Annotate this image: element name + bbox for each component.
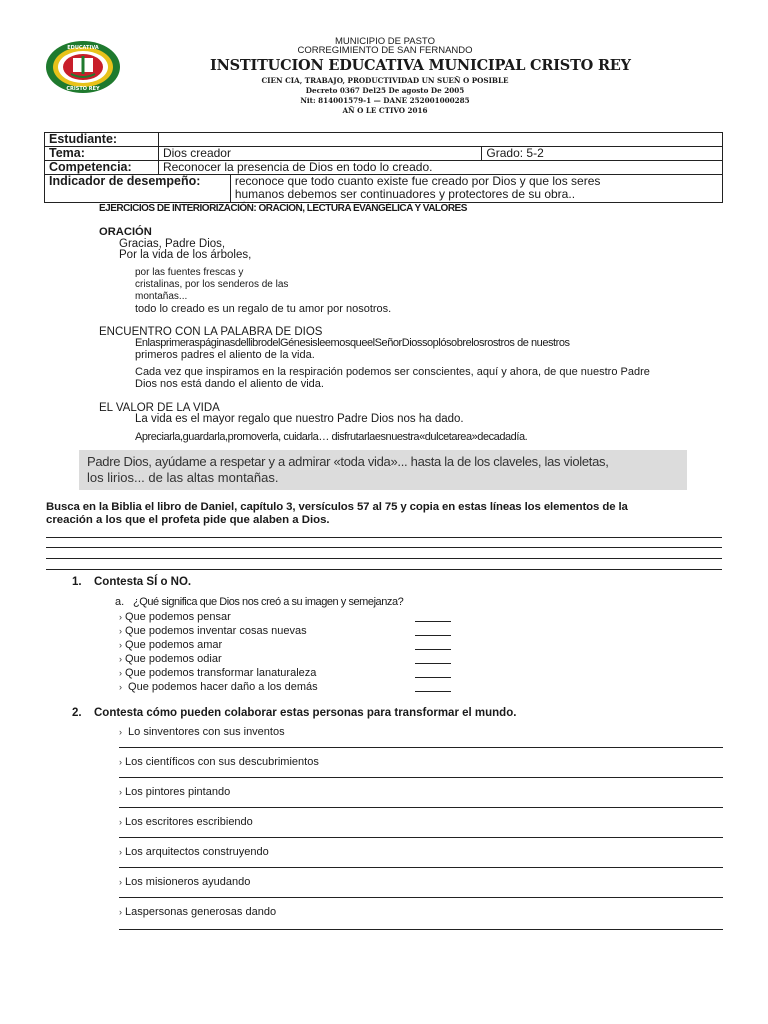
value-line-1: La vida es el mayor regalo que nuestro Padre Dios nos ha dado. — [135, 413, 464, 425]
municipality-text: MUNICIPIO DE PASTO — [335, 36, 435, 47]
q2-item-text: Lo sinventores con sus inventos — [125, 726, 285, 738]
q1-sub-letter: a. — [115, 596, 125, 608]
prayer-line-4: cristalinas, por los senderos de las — [135, 279, 289, 290]
q2-item-text: Los escritores escribiendo — [125, 816, 253, 828]
highlight-line-2: los lirios... de las altas montañas. — [87, 470, 279, 485]
q2-item-text: Laspersonas generosas dando — [125, 906, 277, 918]
chevron-right-icon: › — [119, 757, 122, 767]
logo-bottom-text: CRISTO REY — [66, 86, 100, 92]
indicator-row — [45, 175, 723, 203]
encounter-line-2: primeros padres el aliento de la vida. — [135, 349, 315, 361]
q2-item-text: Los científicos con sus descubrimientos — [125, 756, 319, 768]
chevron-right-icon: › — [119, 654, 122, 664]
q2-item — [119, 906, 276, 918]
prayer-heading: ORACIÓN — [99, 226, 152, 238]
encounter-heading: ENCUENTRO CON LA PALABRA DE DIOS — [99, 326, 323, 338]
q2-item — [119, 816, 253, 828]
q2-item — [119, 786, 230, 798]
q1-option — [119, 625, 307, 637]
indicator-label: Indicador de desempeño: — [45, 175, 231, 203]
q2-answer-line[interactable] — [119, 777, 723, 778]
exercises-title: EJERCICIOS DE INTERIORIZACIÓN: ORACION, LECTURA EVANGÉLICA Y VALORES — [99, 203, 467, 214]
prayer-line-5: montañas... — [135, 291, 188, 302]
school-logo — [45, 40, 121, 94]
q2-item — [119, 756, 319, 768]
school-name: INSTITUCION EDUCATIVA MUNICIPAL CRISTO REY — [210, 57, 631, 74]
competence-row — [45, 161, 723, 175]
competence-value: Reconocer la presencia de Dios en todo lo creado. — [158, 161, 722, 175]
q2-item-text: Los arquitectos construyendo — [125, 846, 269, 858]
district-text: CORREGIMIENTO DE SAN FERNANDO — [297, 45, 473, 56]
q1-answer-blank[interactable] — [415, 635, 451, 636]
answer-line-4[interactable] — [46, 569, 722, 570]
prayer-line-6: todo lo creado es un regalo de tu amor por nosotros. — [135, 303, 392, 315]
chevron-right-icon: › — [119, 907, 122, 917]
prayer-line-3: por las fuentes frescas y — [135, 267, 244, 278]
q1-answer-blank[interactable] — [415, 691, 451, 692]
chevron-right-icon: › — [119, 626, 122, 636]
q1-option — [119, 667, 316, 679]
school-motto: CIEN CIA, TRABAJO, PRODUCTIVIDAD UN SUEÑ O POSIBLE — [261, 76, 509, 85]
encounter-line-3: Cada vez que inspiramos en la respiración podemos ser conscientes, aquí y ahora, de que nuestro Padre — [135, 366, 650, 378]
q2-item — [119, 726, 285, 738]
highlight-line-1: Padre Dios, ayúdame a respetar y a admirar «toda vida»... hasta la de los claveles, las violetas, — [87, 454, 609, 469]
value-heading: EL VALOR DE LA VIDA — [99, 402, 220, 414]
q1-title: Contesta SÍ o NO. — [94, 576, 192, 588]
q1-answer-blank[interactable] — [415, 663, 451, 664]
student-row — [45, 133, 723, 147]
q1-option — [119, 639, 222, 651]
q1-answer-blank[interactable] — [415, 677, 451, 678]
q1-option-text: Que podemos inventar cosas nuevas — [125, 625, 307, 637]
chevron-right-icon: › — [119, 612, 122, 622]
chevron-right-icon: › — [119, 817, 122, 827]
q2-item — [119, 846, 269, 858]
q2-item-text: Los pintores pintando — [125, 786, 231, 798]
q1-option-text: Que podemos transformar lanaturaleza — [125, 667, 317, 679]
student-field[interactable] — [158, 133, 722, 147]
q1-option-text: Que podemos odiar — [125, 653, 222, 665]
q2-answer-line[interactable] — [119, 867, 723, 868]
chevron-right-icon: › — [119, 682, 122, 692]
chevron-right-icon: › — [119, 727, 122, 737]
chevron-right-icon: › — [119, 668, 122, 678]
q1-option-text: Que podemos pensar — [125, 611, 231, 623]
q2-answer-line[interactable] — [119, 837, 723, 838]
chevron-right-icon: › — [119, 877, 122, 887]
topic-row — [45, 147, 723, 161]
q2-answer-line[interactable] — [119, 807, 723, 808]
q1-number: 1. — [72, 576, 82, 588]
logo-top-text: EDUCATIVA — [67, 45, 99, 51]
bible-task-line-1: Busca en la Biblia el libro de Daniel, capítulo 3, versículos 57 al 75 y copia en estas líneas los elementos de la — [46, 501, 628, 513]
chevron-right-icon: › — [119, 787, 122, 797]
prayer-line-1: Gracias, Padre Dios, — [119, 238, 226, 250]
chevron-right-icon: › — [119, 847, 122, 857]
student-info-table — [44, 132, 723, 203]
q2-number: 2. — [72, 707, 82, 719]
q1-option-text: Que podemos hacer daño a los demás — [125, 681, 318, 693]
topic-label: Tema: — [45, 147, 159, 161]
answer-line-3[interactable] — [46, 558, 722, 559]
q1-answer-blank[interactable] — [415, 621, 451, 622]
answer-line-1[interactable] — [46, 537, 722, 538]
highlight-prayer-box — [79, 450, 687, 490]
encounter-line-4: Dios nos está dando el aliento de vida. — [135, 378, 324, 390]
indicator-value — [230, 175, 722, 203]
q1-option — [119, 653, 222, 665]
q2-item — [119, 876, 250, 888]
q1-answer-blank[interactable] — [415, 649, 451, 650]
chevron-right-icon: › — [119, 640, 122, 650]
q1-option-text: Que podemos amar — [125, 639, 223, 651]
indicator-line-2: humanos debemos ser continuadores y protectores de su obra.. — [234, 187, 576, 201]
q2-answer-line[interactable] — [119, 897, 723, 898]
encounter-line-1: EnlasprimeraspáginasdellibrodelGénesisleemosqueelSeñorDiossoplósobrelosrostros de nuestros — [135, 337, 570, 349]
school-year: AÑ O LE CTIVO 2016 — [342, 106, 428, 115]
grade-value: Grado: 5-2 — [482, 147, 723, 161]
q2-item-text: Los misioneros ayudando — [125, 876, 251, 888]
q1-sub-question: ¿Qué significa que Dios nos creó a su imagen y semejanza? — [133, 596, 404, 608]
competence-label: Competencia: — [45, 161, 159, 175]
q2-title: Contesta cómo pueden colaborar estas personas para transformar el mundo. — [94, 707, 517, 719]
topic-value: Dios creador — [158, 147, 481, 161]
q2-answer-line[interactable] — [119, 747, 723, 748]
decree-text: Decreto 0367 Del25 De agosto De 2005 — [305, 86, 465, 95]
answer-line-2[interactable] — [46, 547, 722, 548]
value-line-2: Apreciarla,guardarla,promoverla, cuidarla… disfrutarlaesnuestra«dulcetarea»decadadía. — [135, 431, 528, 443]
nit-text: Nit: 814001579-1 — DANE 252001000285 — [300, 96, 470, 105]
q1-option — [119, 681, 318, 693]
q1-option — [119, 611, 231, 623]
prayer-line-2: Por la vida de los árboles, — [119, 249, 252, 261]
q2-answer-line[interactable] — [119, 929, 723, 930]
student-label: Estudiante: — [45, 133, 159, 147]
bible-task-line-2: creación a los que el profeta pide que alaben a Dios. — [46, 514, 330, 526]
indicator-line-1: reconoce que todo cuanto existe fue creado por Dios y que los seres — [234, 174, 601, 188]
